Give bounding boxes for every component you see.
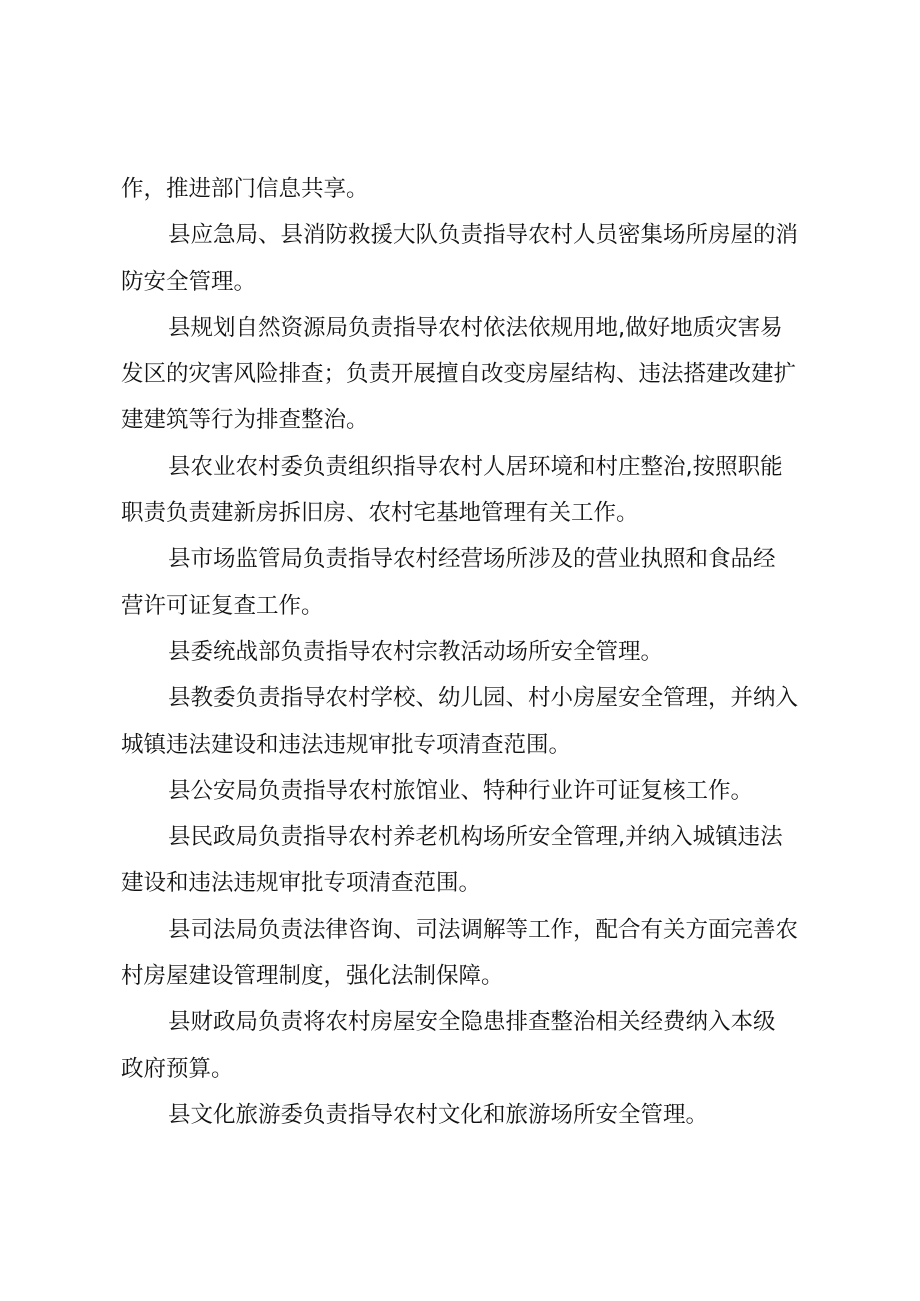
text-line: 职责负责建新房拆旧房、农村宅基地管理有关工作。 bbox=[121, 500, 639, 527]
text-line: 县公安局负责指导农村旅馆业、特种行业许可证复核工作。 bbox=[168, 777, 754, 804]
text-line: 作，推进部门信息共享。 bbox=[121, 176, 369, 202]
text-line: 县文化旅游委负责指导农村文化和旅游场所安全管理。 bbox=[168, 1101, 709, 1128]
text-line: 建建筑等行为排查整治。 bbox=[121, 407, 369, 434]
text-line: 县民政局负责指导农村养老机构场所安全管理,并纳入城镇违法 bbox=[168, 824, 783, 851]
text-line: 县市场监管局负责指导农村经营场所涉及的营业执照和食品经 bbox=[168, 546, 776, 573]
text-line: 县农业农村委负责组织指导农村人居环境和村庄整治,按照职能 bbox=[168, 453, 783, 480]
text-line: 村房屋建设管理制度，强化法制保障。 bbox=[121, 963, 504, 990]
text-line: 县教委负责指导农村学校、幼儿园、村小房屋安全管理，并纳入 bbox=[168, 685, 799, 712]
text-line: 县财政局负责将农村房屋安全隐患排查整治相关经费纳入本级 bbox=[168, 1009, 776, 1036]
text-line: 发区的灾害风险排查；负责开展擅自改变房屋结构、违法搭建改建扩 bbox=[121, 361, 797, 388]
text-line: 县司法局负责法律咨询、司法调解等工作，配合有关方面完善农 bbox=[168, 916, 799, 943]
text-line: 县应急局、县消防救援大队负责指导农村人员密集场所房屋的消 bbox=[168, 222, 799, 249]
text-line: 城镇违法建设和违法违规审批专项清查范围。 bbox=[121, 731, 572, 758]
text-line: 防安全管理。 bbox=[121, 268, 257, 295]
text-line: 建设和违法违规审批专项清查范围。 bbox=[121, 870, 482, 897]
text-line: 政府预算。 bbox=[121, 1055, 234, 1082]
text-line: 县委统战部负责指导农村宗教活动场所安全管理。 bbox=[168, 638, 664, 665]
document-body bbox=[121, 166, 811, 1138]
text-line: 县规划自然资源局负责指导农村依法依规用地,做好地质灾害易 bbox=[168, 314, 783, 341]
text-line: 营许可证复查工作。 bbox=[121, 592, 324, 619]
